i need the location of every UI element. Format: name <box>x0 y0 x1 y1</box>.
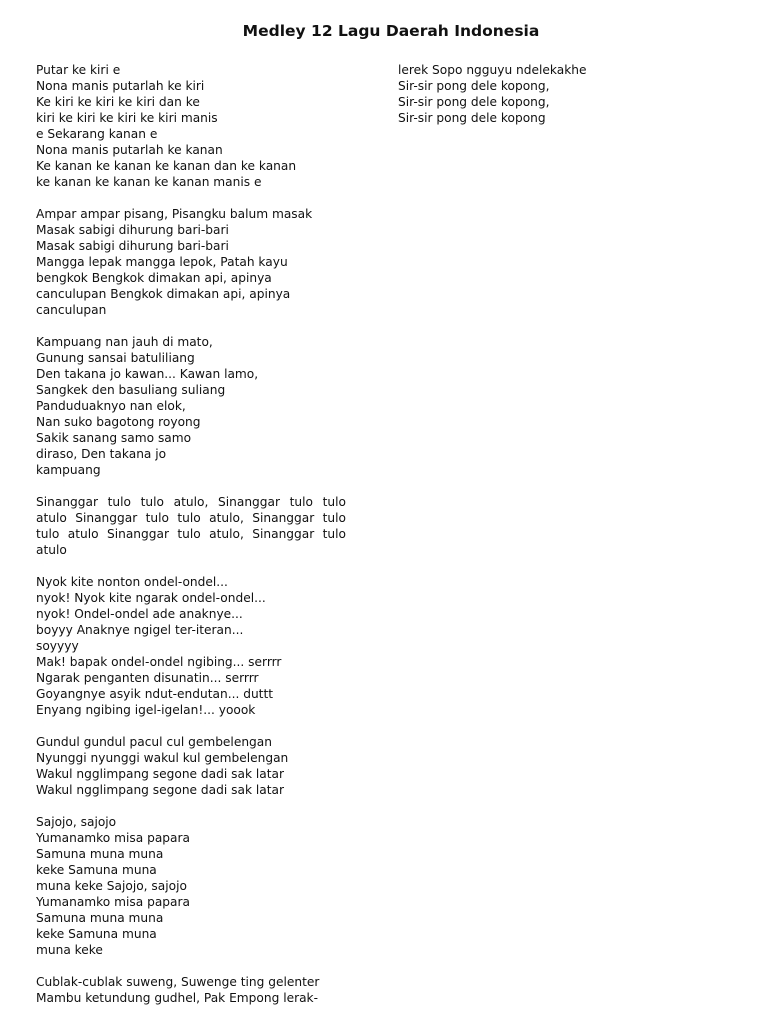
lyric-line: Gundul gundul pacul cul gembelengan <box>36 735 272 749</box>
lyric-line: Nona manis putarlah ke kiri <box>36 79 205 93</box>
lyric-line: Sakik sanang samo samo <box>36 431 192 445</box>
lyric-line: Nona manis putarlah ke kanan <box>36 143 223 157</box>
lyric-line: Ke kiri ke kiri ke kiri dan ke <box>36 95 200 109</box>
lyric-stanza <box>36 974 346 1006</box>
lyric-line: diraso, Den takana jo <box>36 447 167 461</box>
lyric-line: Panduduaknyo nan elok, <box>36 399 186 413</box>
lyric-stanza <box>36 814 346 958</box>
lyric-stanza <box>36 62 346 190</box>
lyric-line: muna keke Sajojo, sajojo <box>36 879 187 893</box>
lyric-line: Mambu ketundung gudhel, Pak Empong lerak- <box>36 991 319 1005</box>
lyric-line: Masak sabigi dihurung bari-bari <box>36 239 229 253</box>
lyric-line: boyyy Anaknye ngigel ter-iteran... <box>36 623 244 637</box>
lyric-line: Kampuang nan jauh di mato, <box>36 335 213 349</box>
lyric-line: keke Samuna muna <box>36 927 157 941</box>
left-column <box>36 62 346 1022</box>
lyric-line: e Sekarang kanan e <box>36 127 158 141</box>
lyric-line: Putar ke kiri e <box>36 63 121 77</box>
lyric-line: Ampar ampar pisang, Pisangku balum masak <box>36 207 313 221</box>
lyric-line: lerek Sopo ngguyu ndelekakhe <box>398 63 587 77</box>
lyric-line: Ngarak penganten disunatin... serrrr <box>36 671 259 685</box>
lyric-line: ke kanan ke kanan ke kanan manis e <box>36 175 262 189</box>
lyric-line: nyok! Nyok kite ngarak ondel-ondel... <box>36 591 266 605</box>
lyric-line: kampuang <box>36 463 101 477</box>
lyric-stanza <box>36 494 346 558</box>
lyric-line: Sinanggar tulo tulo atulo, Sinanggar tulo tulo <box>36 495 346 509</box>
lyric-line: Cublak-cublak suweng, Suwenge ting gelenter <box>36 975 320 989</box>
lyric-line: canculupan <box>36 303 107 317</box>
document-title: Medley 12 Lagu Daerah Indonesia <box>242 22 540 40</box>
lyric-line: Sangkek den basuliang suliang <box>36 383 226 397</box>
lyric-line: Sir-sir pong dele kopong <box>398 111 546 125</box>
lyric-line: Nyunggi nyunggi wakul kul gembelengan <box>36 751 289 765</box>
lyric-line: Sir-sir pong dele kopong, <box>398 95 550 109</box>
lyric-line: Den takana jo kawan... Kawan lamo, <box>36 367 259 381</box>
lyric-line: Samuna muna muna <box>36 911 164 925</box>
lyric-line: Goyangnye asyik ndut-endutan... duttt <box>36 687 274 701</box>
lyric-line: Yumanamko misa papara <box>36 831 190 845</box>
lyric-line: Wakul ngglimpang segone dadi sak latar <box>36 783 284 797</box>
lyric-line: Nyok kite nonton ondel-ondel... <box>36 575 228 589</box>
lyric-stanza <box>36 734 346 798</box>
lyric-line: Sajojo, sajojo <box>36 815 117 829</box>
lyric-line: Mangga lepak mangga lepok, Patah kayu <box>36 255 288 269</box>
lyric-line: atulo Sinanggar tulo tulo atulo, Sinanggar tulo <box>36 511 346 525</box>
lyric-line: Nan suko bagotong royong <box>36 415 201 429</box>
lyric-stanza <box>398 62 738 126</box>
lyric-line: Wakul ngglimpang segone dadi sak latar <box>36 767 284 781</box>
lyric-line: Mak! bapak ondel-ondel ngibing... serrrr <box>36 655 282 669</box>
lyric-line: kiri ke kiri ke kiri ke kiri manis <box>36 111 218 125</box>
lyric-line: Sir-sir pong dele kopong, <box>398 79 550 93</box>
lyric-stanza <box>36 574 346 718</box>
lyric-line: tulo atulo Sinanggar tulo atulo, Sinanggar tulo <box>36 527 346 541</box>
lyric-stanza <box>36 206 346 318</box>
lyric-line: muna keke <box>36 943 103 957</box>
lyric-line: Ke kanan ke kanan ke kanan dan ke kanan <box>36 159 297 173</box>
lyric-line: Enyang ngibing igel-igelan!... yoook <box>36 703 256 717</box>
lyric-line: Yumanamko misa papara <box>36 895 190 909</box>
right-column <box>398 62 738 142</box>
lyric-stanza <box>36 334 346 478</box>
lyric-line: keke Samuna muna <box>36 863 157 877</box>
lyric-line: Masak sabigi dihurung bari-bari <box>36 223 229 237</box>
lyric-line: soyyyy <box>36 639 79 653</box>
lyric-line: atulo <box>36 543 67 557</box>
lyric-line: nyok! Ondel-ondel ade anaknye... <box>36 607 243 621</box>
lyric-line: Gunung sansai batuliliang <box>36 351 195 365</box>
lyric-line: canculupan Bengkok dimakan api, apinya <box>36 287 291 301</box>
lyric-line: Samuna muna muna <box>36 847 164 861</box>
lyric-line: bengkok Bengkok dimakan api, apinya <box>36 271 272 285</box>
